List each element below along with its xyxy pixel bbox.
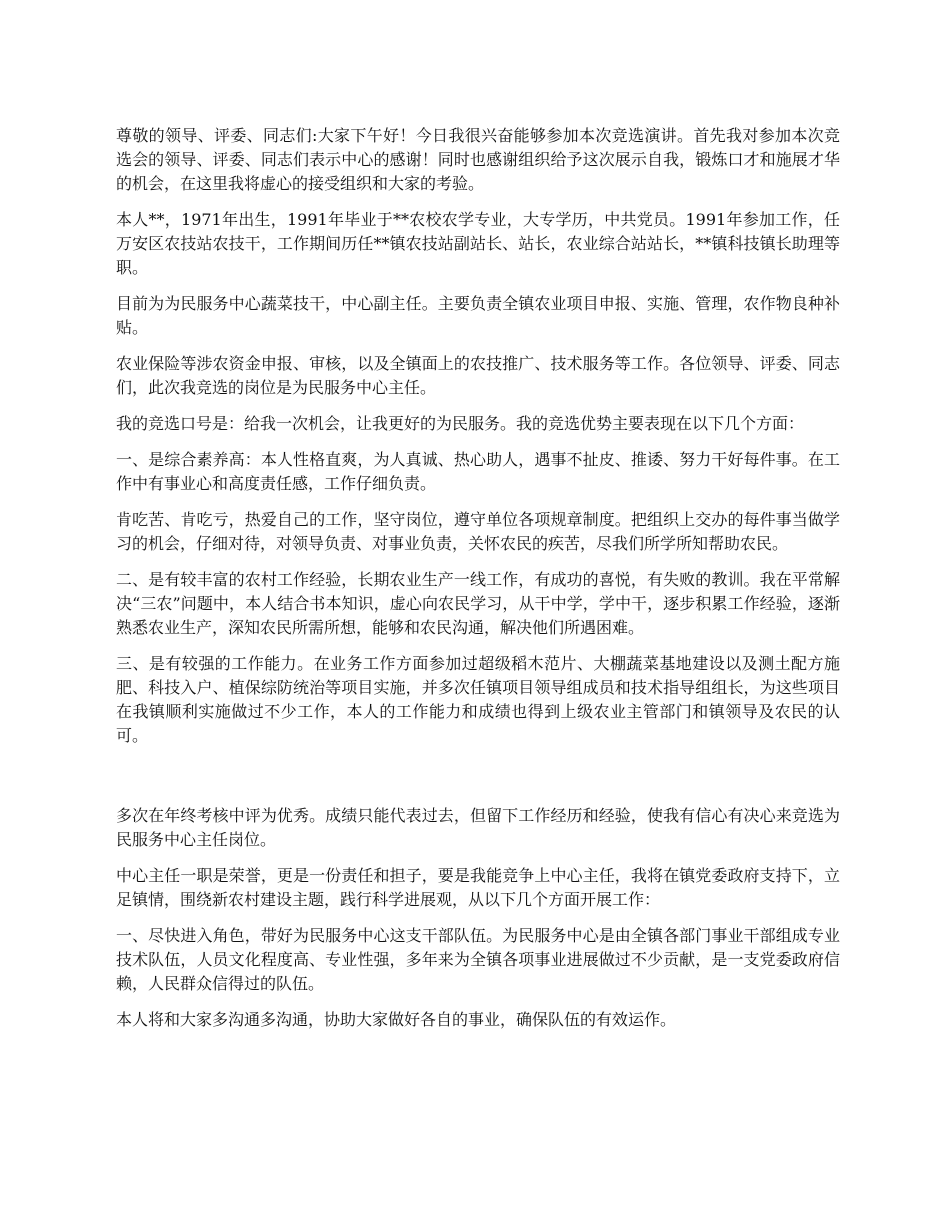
paragraph-current-position: 目前为为民服务中心蔬菜技干，中心副主任。主要负责全镇农业项目申报、实施、管理，农作物良种补贴。 (116, 294, 840, 337)
paragraph-greeting: 尊敬的领导、评委、同志们:大家下午好！今日我很兴奋能够参加本次竞选演讲。首先我对参加本次竞选会的领导、评委、同志们表示中心的感谢！同时也感谢组织给予这次展示自我，锻炼口才和施展才华的机会，在这里我将虚心的接受组织和大家的考验。 (116, 126, 840, 193)
paragraph-director-role: 中心主任一职是荣誉，更是一份责任和担子，要是我能竞争上中心主任，我将在镇党委政府支持下，立足镇情，围绕新农村建设主题，践行科学进展观，从以下几个方面开展工作： (116, 866, 840, 909)
paragraph-advantage-two: 二、是有较丰富的农村工作经验，长期农业生产一线工作，有成功的喜悦，有失败的教训。我在平常解决“三农”问题中，本人结合书本知识，虚心向农民学习，从干中学，学中干，逐步积累工作经验，逐渐熟悉农业生产，深知农民所需所想，能够和农民沟通，解决他们所遇困难。 (116, 570, 840, 637)
paragraph-communication: 本人将和大家多沟通多沟通，协助大家做好各自的事业，确保队伍的有效运作。 (116, 1010, 677, 1029)
paragraph-personal-background: 本人**，1971年出生，1991年毕业于**农校农学专业，大专学历，中共党员。1991年参加工作，任万安区农技站农技干，工作期间历任**镇农技站副站长、站长，农业综合站站长，**镇科技镇长助理等职。 (116, 210, 840, 277)
section-gap (116, 760, 840, 804)
paragraph-responsibilities: 农业保险等涉农资金申报、审核，以及全镇面上的农技推广、技术服务等工作。各位领导、评委、同志们，此次我竞选的岗位是为民服务中心主任。 (116, 354, 840, 397)
paragraph-plan-one: 一、尽快进入角色，带好为民服务中心这支干部队伍。为民服务中心是由全镇各部门事业干部组成专业技术队伍，人员文化程度高、专业性强，多年来为全镇各项事业进展做过不少贡献，是一支党委政府信赖，人民群众信得过的队伍。 (116, 926, 840, 993)
paragraph-evaluation: 多次在年终考核中评为优秀。成绩只能代表过去，但留下工作经历和经验，使我有信心有决心来竞选为民服务中心主任岗位。 (116, 806, 840, 849)
paragraph-campaign-slogan: 我的竞选口号是：给我一次机会，让我更好的为民服务。我的竞选优势主要表现在以下几个方面： (116, 414, 805, 433)
paragraph-advantage-one: 一、是综合素养高：本人性格直爽，为人真诚、热心助人，遇事不扯皮、推诿、努力干好每件事。在工作中有事业心和高度责任感，工作仔细负责。 (116, 450, 840, 493)
paragraph-hardworking: 肯吃苦、肯吃亏，热爱自己的工作，坚守岗位，遵守单位各项规章制度。把组织上交办的每件事当做学习的机会，仔细对待，对领导负责、对事业负责，关怀农民的疾苦，尽我们所学所知帮助农民。 (116, 510, 840, 553)
paragraph-advantage-three: 三、是有较强的工作能力。在业务工作方面参加过超级稻木范片、大棚蔬菜基地建设以及测土配方施肥、科技入户、植保综防统治等项目实施，并多次任镇项目领导组成员和技术指导组组长，为这些项目在我镇顺利实施做过不少工作，本人的工作能力和成绩也得到上级农业主管部门和镇领导及农民的认可。 (116, 654, 840, 745)
document-body (116, 124, 840, 1044)
